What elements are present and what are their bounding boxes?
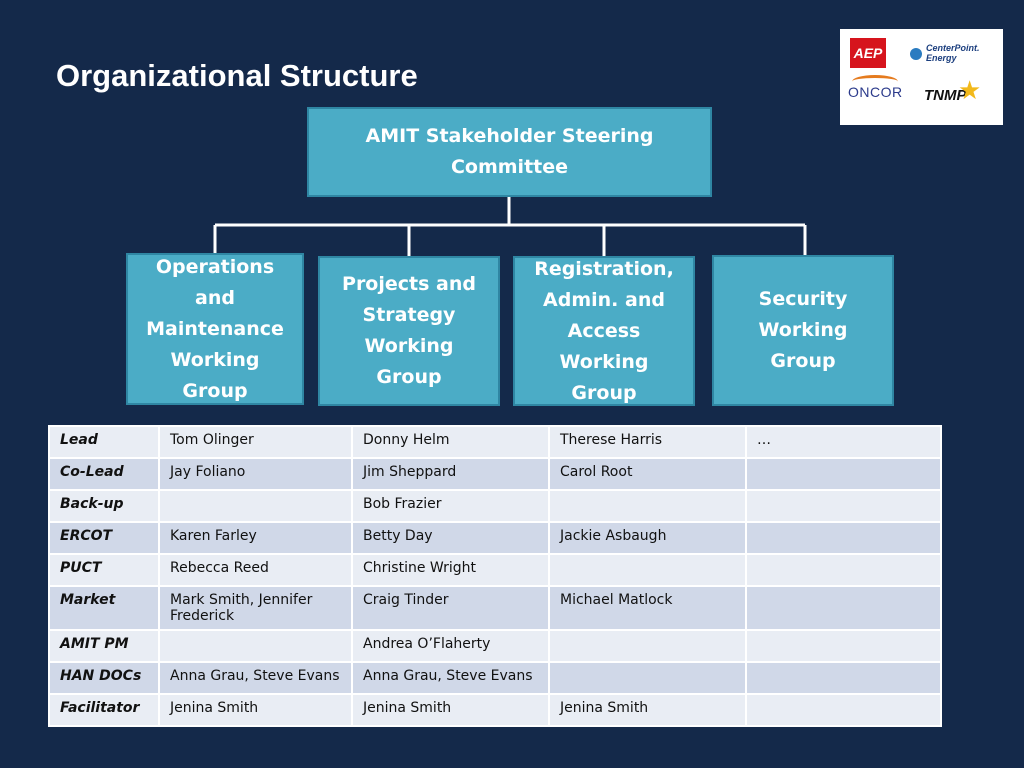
table-cell: Donny Helm xyxy=(352,426,549,458)
table-cell: Anna Grau, Steve Evans xyxy=(352,662,549,694)
table-cell: Anna Grau, Steve Evans xyxy=(159,662,352,694)
aep-logo: AEP xyxy=(850,38,886,68)
working-group-registration xyxy=(513,256,695,406)
table-cell: Christine Wright xyxy=(352,554,549,586)
table-cell xyxy=(549,662,746,694)
table-cell: Jenina Smith xyxy=(159,694,352,726)
table-cell: Jenina Smith xyxy=(549,694,746,726)
working-group-projects xyxy=(318,256,500,406)
star-icon: ★ xyxy=(958,75,982,105)
table-cell: Carol Root xyxy=(549,458,746,490)
row-role: Market xyxy=(49,586,159,630)
table-row xyxy=(49,586,941,630)
table-cell xyxy=(746,662,941,694)
table-cell: Jenina Smith xyxy=(352,694,549,726)
row-role: Co-Lead xyxy=(49,458,159,490)
table-row xyxy=(49,490,941,522)
table-cell xyxy=(549,554,746,586)
table-cell: Craig Tinder xyxy=(352,586,549,630)
row-role: PUCT xyxy=(49,554,159,586)
table-cell xyxy=(746,554,941,586)
table-cell: Therese Harris xyxy=(549,426,746,458)
working-group-label: Registration, Admin. and Access Working Group xyxy=(534,257,674,404)
table-row xyxy=(49,554,941,586)
working-group-label: Projects and Strategy Working Group xyxy=(342,273,476,388)
table-cell xyxy=(549,490,746,522)
oncor-logo: ONCOR xyxy=(848,84,903,100)
page-title: Organizational Structure xyxy=(56,58,418,93)
table-cell xyxy=(746,458,941,490)
table-cell xyxy=(746,630,941,662)
table-row xyxy=(49,458,941,490)
row-role: Facilitator xyxy=(49,694,159,726)
table-cell: Tom Olinger xyxy=(159,426,352,458)
table-cell: … xyxy=(746,426,941,458)
table-row xyxy=(49,694,941,726)
table-cell xyxy=(746,490,941,522)
working-group-operations xyxy=(126,253,304,405)
working-group-security xyxy=(712,255,894,406)
roster-table xyxy=(48,425,942,727)
row-role: Back-up xyxy=(49,490,159,522)
table-cell: Rebecca Reed xyxy=(159,554,352,586)
table-cell: Michael Matlock xyxy=(549,586,746,630)
table-cell: Andrea O’Flaherty xyxy=(352,630,549,662)
table-row xyxy=(49,630,941,662)
table-cell xyxy=(746,522,941,554)
table-cell: Jackie Asbaugh xyxy=(549,522,746,554)
table-cell xyxy=(159,630,352,662)
steering-committee-label: AMIT Stakeholder Steering Committee xyxy=(365,125,654,178)
table-cell xyxy=(549,630,746,662)
table-cell: Mark Smith, Jennifer Frederick xyxy=(159,586,352,630)
working-group-label: Operations and Maintenance Working Group xyxy=(146,255,284,402)
table-cell: Jim Sheppard xyxy=(352,458,549,490)
row-role: AMIT PM xyxy=(49,630,159,662)
row-role: HAN DOCs xyxy=(49,662,159,694)
table-cell xyxy=(746,694,941,726)
row-role: Lead xyxy=(49,426,159,458)
working-group-label: Security Working Group xyxy=(758,288,848,372)
steering-committee-box xyxy=(307,107,712,197)
table-cell: Jay Foliano xyxy=(159,458,352,490)
table-cell: Bob Frazier xyxy=(352,490,549,522)
table-row xyxy=(49,662,941,694)
table-cell: Karen Farley xyxy=(159,522,352,554)
table-cell xyxy=(746,586,941,630)
table-cell xyxy=(159,490,352,522)
centerpoint-logo: CenterPoint. Energy xyxy=(926,43,980,63)
tnmp-logo: TNMP xyxy=(924,87,967,104)
table-row xyxy=(49,426,941,458)
table-cell: Betty Day xyxy=(352,522,549,554)
table-row xyxy=(49,522,941,554)
row-role: ERCOT xyxy=(49,522,159,554)
